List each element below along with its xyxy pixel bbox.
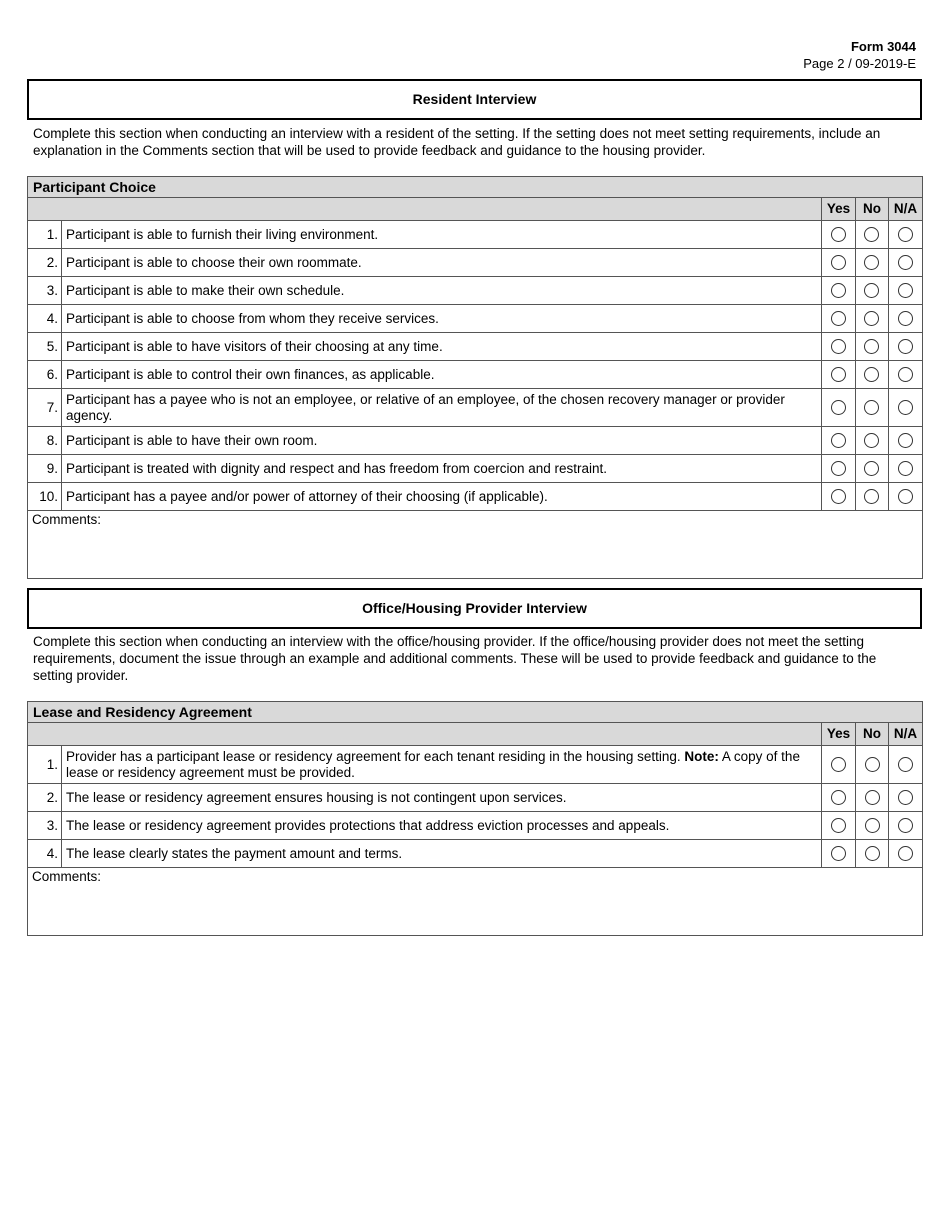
section-title-provider-interview: Office/Housing Provider Interview (27, 588, 922, 629)
item-cell (62, 746, 822, 784)
radio-na[interactable] (898, 433, 913, 448)
radio-yes[interactable] (831, 283, 846, 298)
item-cell (62, 812, 822, 840)
item-number: 1. (28, 221, 62, 249)
col-na: N/A (888, 198, 922, 221)
item-text: Participant is able to choose from whom they receive services. (66, 310, 439, 326)
radio-no[interactable] (865, 757, 880, 772)
radio-na[interactable] (898, 283, 913, 298)
table-title: Lease and Residency Agreement (28, 702, 923, 723)
radio-no[interactable] (864, 255, 879, 270)
participant-choice-table (27, 176, 923, 579)
comments-label: Comments: (32, 869, 102, 884)
comments-label: Comments: (32, 512, 102, 527)
form-number: Form 3044 (850, 39, 916, 54)
radio-yes[interactable] (831, 757, 846, 772)
lease-agreement-table (27, 701, 923, 936)
item-cell (62, 221, 822, 249)
radio-na[interactable] (898, 790, 913, 805)
table-row (28, 784, 923, 812)
item-text: Participant is able to furnish their living environment. (66, 226, 379, 242)
radio-na[interactable] (898, 255, 913, 270)
item-number: 3. (28, 277, 62, 305)
section-title-resident-interview: Resident Interview (27, 79, 922, 120)
item-text: Participant is able to make their own schedule. (66, 282, 345, 298)
table-row (28, 746, 923, 784)
radio-no[interactable] (865, 818, 880, 833)
section1-intro: Complete this section when conducting an interview with a resident of the setting. If the setting does not meet setting requirements, include an explanation in the Comments section that will be used to provide feedback and guidance to the housing provider. (33, 126, 881, 158)
item-number: 7. (28, 389, 62, 427)
table-row (28, 277, 923, 305)
col-yes: Yes (822, 723, 856, 746)
table-row (28, 840, 923, 868)
item-number: 1. (28, 746, 62, 784)
table-row (28, 305, 923, 333)
radio-yes[interactable] (831, 846, 846, 861)
radio-na[interactable] (898, 227, 913, 242)
radio-na[interactable] (898, 339, 913, 354)
item-cell (62, 277, 822, 305)
radio-yes[interactable] (831, 818, 846, 833)
item-number: 8. (28, 427, 62, 455)
item-number: 4. (28, 305, 62, 333)
header-spacer (28, 198, 822, 221)
item-number: 3. (28, 812, 62, 840)
item-text: Participant is treated with dignity and respect and has freedom from coercion and restraint. (66, 460, 608, 476)
comments-field[interactable] (28, 511, 923, 579)
radio-yes[interactable] (831, 461, 846, 476)
note-label: Note: (684, 748, 719, 764)
radio-na[interactable] (898, 818, 913, 833)
item-text: Participant has a payee who is not an employee, or relative of an employee, of the chosen recovery manager or provider agency. (66, 391, 785, 423)
radio-yes[interactable] (831, 255, 846, 270)
radio-yes[interactable] (831, 339, 846, 354)
item-cell (62, 784, 822, 812)
comments-field[interactable] (28, 868, 923, 936)
radio-na[interactable] (898, 489, 913, 504)
item-text: Provider has a participant lease or residency agreement for each tenant residing in the housing setting. (66, 748, 681, 764)
item-text: The lease or residency agreement ensures housing is not contingent upon services. (66, 789, 567, 805)
radio-na[interactable] (898, 757, 913, 772)
item-text: The lease or residency agreement provides protections that address eviction processes and appeals. (66, 817, 670, 833)
table-row (28, 427, 923, 455)
radio-na[interactable] (898, 461, 913, 476)
item-number: 6. (28, 361, 62, 389)
table-row (28, 389, 923, 427)
item-cell (62, 483, 822, 511)
radio-no[interactable] (865, 846, 880, 861)
col-na: N/A (889, 723, 923, 746)
table-row (28, 221, 923, 249)
radio-yes[interactable] (831, 790, 846, 805)
item-cell (62, 305, 822, 333)
page-number: Page 2 / 09-2019-E (803, 56, 916, 71)
item-text: Participant is able to have visitors of their choosing at any time. (66, 338, 443, 354)
radio-no[interactable] (864, 461, 879, 476)
radio-na[interactable] (898, 400, 913, 415)
radio-yes[interactable] (831, 489, 846, 504)
radio-na[interactable] (898, 367, 913, 382)
item-cell (62, 361, 822, 389)
table-row (28, 483, 923, 511)
radio-no[interactable] (864, 489, 879, 504)
item-cell (62, 455, 822, 483)
radio-yes[interactable] (831, 227, 846, 242)
item-text: The lease clearly states the payment amount and terms. (66, 845, 403, 861)
note-text: A copy of the lease or residency agreement must be provided. (66, 748, 800, 780)
item-text: Participant has a payee and/or power of attorney of their choosing (if applicable). (66, 488, 548, 504)
table-row (28, 249, 923, 277)
item-number: 9. (28, 455, 62, 483)
radio-no[interactable] (864, 400, 879, 415)
radio-na[interactable] (898, 311, 913, 326)
radio-yes[interactable] (831, 367, 846, 382)
table-row (28, 361, 923, 389)
table-row (28, 812, 923, 840)
radio-no[interactable] (865, 790, 880, 805)
item-cell (62, 840, 822, 868)
radio-no[interactable] (864, 367, 879, 382)
header-spacer (28, 723, 822, 746)
col-no: No (856, 723, 889, 746)
item-cell (62, 249, 822, 277)
item-number: 5. (28, 333, 62, 361)
radio-yes[interactable] (831, 433, 846, 448)
table-row (28, 455, 923, 483)
item-cell (62, 333, 822, 361)
radio-no[interactable] (864, 339, 879, 354)
table-row (28, 333, 923, 361)
radio-yes[interactable] (831, 311, 846, 326)
item-text: Participant is able to control their own finances, as applicable. (66, 366, 435, 382)
form-header (803, 38, 916, 72)
item-number: 2. (28, 249, 62, 277)
item-number: 2. (28, 784, 62, 812)
radio-no[interactable] (864, 433, 879, 448)
item-number: 10. (28, 483, 62, 511)
col-no: No (855, 198, 888, 221)
item-number: 4. (28, 840, 62, 868)
radio-no[interactable] (864, 227, 879, 242)
radio-yes[interactable] (831, 400, 846, 415)
section2-intro: Complete this section when conducting an interview with the office/housing provider. If the office/housing provider does not meet the setting requirements, document the issue through an example and additional comments. These will be used to provide feedback and guidance to the setting provider. (33, 634, 877, 683)
radio-no[interactable] (864, 311, 879, 326)
table-title: Participant Choice (28, 177, 923, 198)
col-yes: Yes (821, 198, 855, 221)
item-cell (62, 427, 822, 455)
item-text: Participant is able to have their own room. (66, 432, 318, 448)
item-cell (62, 389, 822, 427)
radio-na[interactable] (898, 846, 913, 861)
radio-no[interactable] (864, 283, 879, 298)
item-text: Participant is able to choose their own roommate. (66, 254, 362, 270)
